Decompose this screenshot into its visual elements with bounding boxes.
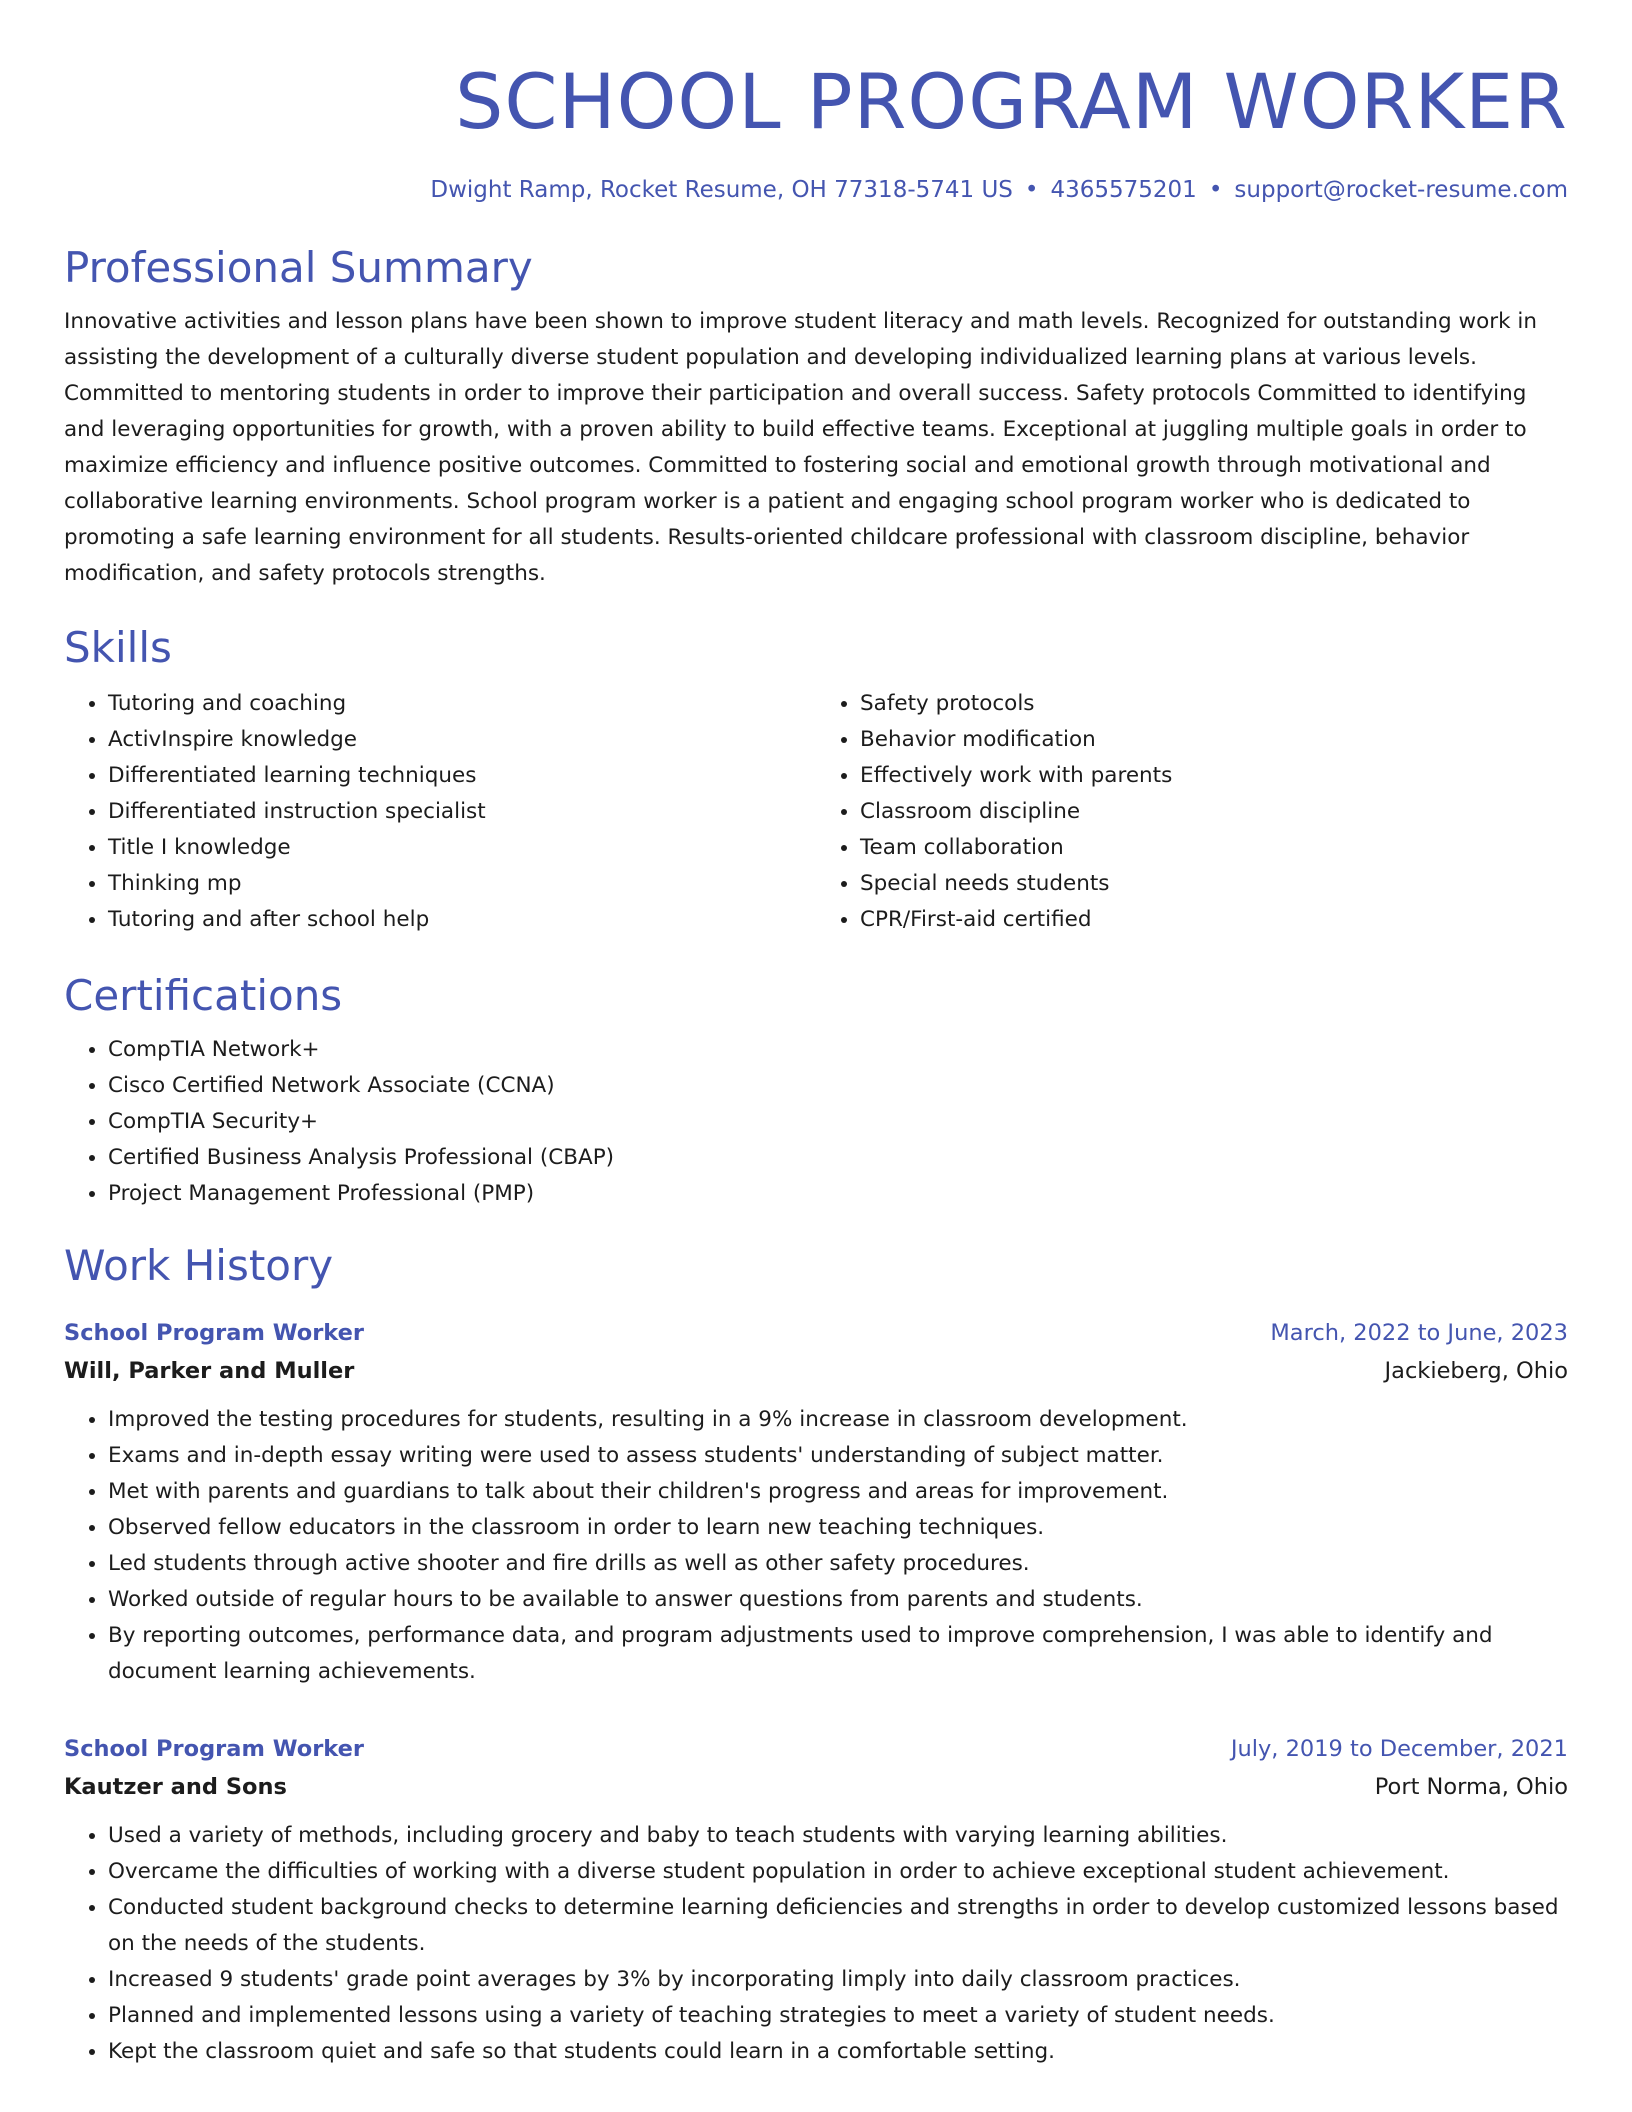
resume-title: SCHOOL PROGRAM WORKER <box>455 57 1568 146</box>
job-bullet: • Met with parents and guardians to talk about their children's progress and areas for improvement. <box>108 1474 1568 1510</box>
skill-item: • Differentiated instruction specialist <box>108 794 816 830</box>
skill-item: • Classroom discipline <box>860 794 1568 830</box>
contact-separator: • <box>1024 177 1039 203</box>
contact-line <box>64 174 1568 206</box>
skill-item: • Special needs students <box>860 866 1568 902</box>
job-bullet: • Increased 9 students' grade point averages by 3% by incorporating limply into daily classroom practices. <box>108 1962 1568 1998</box>
job-bullet: • Led students through active shooter and fire drills as well as other safety procedures. <box>108 1546 1568 1582</box>
skills-heading: Skills <box>64 623 172 672</box>
skill-item: • Tutoring and coaching <box>108 686 816 722</box>
skill-item: • CPR/First-aid certified <box>860 902 1568 938</box>
job-bullets <box>64 1818 1568 2070</box>
job-title: School Program Worker <box>64 1320 365 1346</box>
job-title: School Program Worker <box>64 1736 365 1762</box>
job-bullet: • Improved the testing procedures for students, resulting in a 9% increase in classroom development. <box>108 1402 1568 1438</box>
certifications-list <box>64 1032 1568 1212</box>
certification-item: • Certified Business Analysis Professional (CBAP) <box>108 1140 1568 1176</box>
job-dates: March, 2022 to June, 2023 <box>1270 1320 1568 1346</box>
job-bullet: • Exams and in-depth essay writing were used to assess students' understanding of subject matter. <box>108 1438 1568 1474</box>
skill-item: • Thinking mp <box>108 866 816 902</box>
job-header-row <box>64 1730 1568 1768</box>
job-entry <box>64 1314 1568 1690</box>
skill-item: • Differentiated learning techniques <box>108 758 816 794</box>
skills-columns <box>64 686 1568 938</box>
job-bullet: • By reporting outcomes, performance data, and program adjustments used to improve comprehension, I was able to identify and document learning achievements. <box>108 1618 1568 1690</box>
resume-page <box>64 52 1568 2070</box>
job-bullet: • Worked outside of regular hours to be available to answer questions from parents and students. <box>108 1582 1568 1618</box>
contact-phone: 4365575201 <box>1050 177 1197 203</box>
summary-text: Innovative activities and lesson plans have been shown to improve student literacy and math levels. Recognized for outstanding work in assisting the development of a culturally diverse student population and developing individualized learning plans at various levels. Committed to mentoring students in order to improve their participation and overall success. Safety protocols Committed to identifying and leveraging opportunities for growth, with a proven ability to build effective teams. Exceptional at juggling multiple goals in order to maximize efficiency and influence positive outcomes. Committed to fostering social and emotional growth through motivational and collaborative learning environments. School program worker is a patient and engaging school program worker who is dedicated to promoting a safe learning environment for all students. Results-oriented childcare professional with classroom discipline, behavior modification, and safety protocols strengths. <box>64 309 1537 586</box>
job-company: Will, Parker and Muller <box>64 1358 355 1384</box>
summary-heading: Professional Summary <box>64 243 533 292</box>
job-bullet: • Kept the classroom quiet and safe so that students could learn in a comfortable setting. <box>108 2034 1568 2070</box>
contact-separator: • <box>1208 177 1223 203</box>
job-bullet: • Observed fellow educators in the classroom in order to learn new teaching techniques. <box>108 1510 1568 1546</box>
job-employer-row <box>64 1352 1568 1390</box>
job-bullets <box>64 1402 1568 1690</box>
job-bullet: • Used a variety of methods, including grocery and baby to teach students with varying learning abilities. <box>108 1818 1568 1854</box>
job-company: Kautzer and Sons <box>64 1774 287 1800</box>
work-history-heading: Work History <box>64 1241 334 1290</box>
certification-item: • CompTIA Network+ <box>108 1032 1568 1068</box>
skill-item: • Effectively work with parents <box>860 758 1568 794</box>
skills-list-left <box>64 686 816 938</box>
job-employer-row <box>64 1768 1568 1806</box>
skill-item: • Behavior modification <box>860 722 1568 758</box>
skill-item: • Safety protocols <box>860 686 1568 722</box>
certification-item: • Project Management Professional (PMP) <box>108 1176 1568 1212</box>
job-bullet: • Overcame the difficulties of working with a diverse student population in order to achieve exceptional student achievement. <box>108 1854 1568 1890</box>
job-dates: July, 2019 to December, 2021 <box>1230 1736 1568 1762</box>
skill-item: • Title I knowledge <box>108 830 816 866</box>
job-location: Port Norma, Ohio <box>1374 1774 1568 1800</box>
job-entry <box>64 1730 1568 2070</box>
skill-item: • Tutoring and after school help <box>108 902 816 938</box>
contact-address: Dwight Ramp, Rocket Resume, OH 77318-5741 US <box>430 177 1013 203</box>
job-location: Jackieberg, Ohio <box>1384 1358 1568 1384</box>
contact-email[interactable]: support@rocket-resume.com <box>1234 177 1568 203</box>
job-header-row <box>64 1314 1568 1352</box>
skill-item: • Team collaboration <box>860 830 1568 866</box>
job-bullet: • Planned and implemented lessons using a variety of teaching strategies to meet a variety of student needs. <box>108 1998 1568 2034</box>
job-bullet: • Conducted student background checks to determine learning deficiencies and strengths in order to develop customized lessons based on the needs of the students. <box>108 1890 1568 1962</box>
certification-item: • CompTIA Security+ <box>108 1104 1568 1140</box>
certifications-heading: Certifications <box>64 971 343 1020</box>
skills-list-right <box>816 686 1568 938</box>
skill-item: • ActivInspire knowledge <box>108 722 816 758</box>
certification-item: • Cisco Certified Network Associate (CCNA) <box>108 1068 1568 1104</box>
